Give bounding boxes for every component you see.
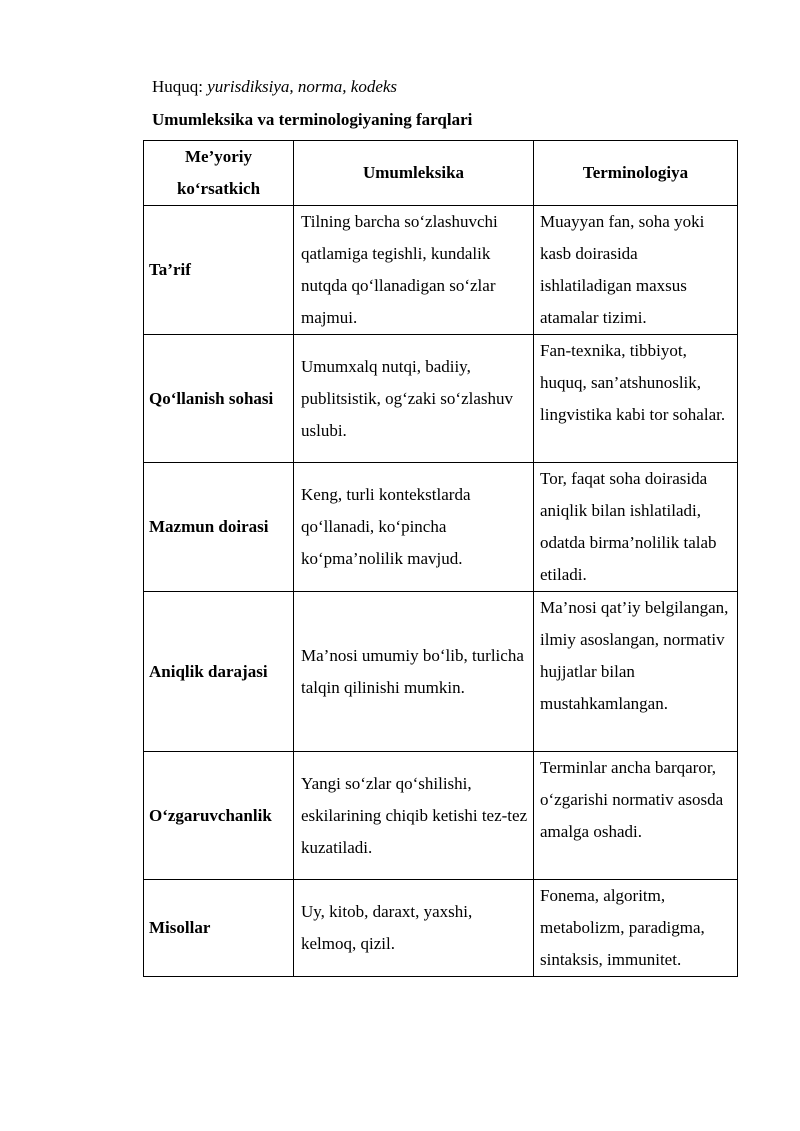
row-general: Keng, turli kontekstlarda qo‘llanadi, ko‘pincha ko‘pma’nolilik mavjud. — [294, 463, 534, 592]
row-terminology: Tor, faqat soha doirasida aniqlik bilan ishlatiladi, odatda birma’nolilik talab etiladi. — [534, 463, 738, 592]
comparison-table — [143, 140, 738, 977]
row-criterion: O‘zgaruvchanlik — [144, 752, 294, 880]
intro-label: Huquq: — [152, 77, 208, 96]
row-terminology: Ma’nosi qat’iy belgilangan, ilmiy asoslangan, normativ hujjatlar bilan mustahkamlangan. — [534, 592, 738, 752]
table-row — [144, 880, 738, 977]
row-general: Uy, kitob, daraxt, yaxshi, kelmoq, qizil. — [294, 880, 534, 977]
header-terminology: Terminologiya — [534, 141, 738, 206]
row-general: Tilning barcha so‘zlashuvchi qatlamiga tegishli, kundalik nutqda qo‘llanadigan so‘zlar majmui. — [294, 206, 534, 335]
row-terminology: Fonema, algoritm, metabolizm, paradigma, sintaksis, immunitet. — [534, 880, 738, 977]
table-row — [144, 752, 738, 880]
row-general: Yangi so‘zlar qo‘shilishi, eskilarining chiqib ketishi tez-tez kuzatiladi. — [294, 752, 534, 880]
intro-line — [152, 76, 397, 98]
row-criterion: Qo‘llanish sohasi — [144, 335, 294, 463]
row-criterion: Aniqlik darajasi — [144, 592, 294, 752]
row-terminology: Terminlar ancha barqaror, o‘zgarishi normativ asosda amalga oshadi. — [534, 752, 738, 880]
table-row — [144, 592, 738, 752]
table-row — [144, 463, 738, 592]
table-row — [144, 206, 738, 335]
intro-examples: yurisdiksiya, norma, kodeks — [207, 77, 398, 96]
row-criterion: Misollar — [144, 880, 294, 977]
row-general: Ma’nosi umumiy bo‘lib, turlicha talqin qilinishi mumkin. — [294, 592, 534, 752]
row-criterion: Ta’rif — [144, 206, 294, 335]
row-terminology: Muayyan fan, soha yoki kasb doirasida ishlatiladigan maxsus atamalar tizimi. — [534, 206, 738, 335]
table-row — [144, 335, 738, 463]
row-terminology: Fan-texnika, tibbiyot, huquq, san’atshunoslik, lingvistika kabi tor sohalar. — [534, 335, 738, 463]
header-general-lexicon: Umumleksika — [294, 141, 534, 206]
row-general: Umumxalq nutqi, badiiy, publitsistik, og‘zaki so‘zlashuv uslubi. — [294, 335, 534, 463]
table-caption: Umumleksika va terminologiyaning farqlari — [152, 110, 473, 129]
header-criterion: Me’yoriy ko‘rsatkich — [144, 141, 294, 206]
row-criterion: Mazmun doirasi — [144, 463, 294, 592]
table-header-row — [144, 141, 738, 206]
